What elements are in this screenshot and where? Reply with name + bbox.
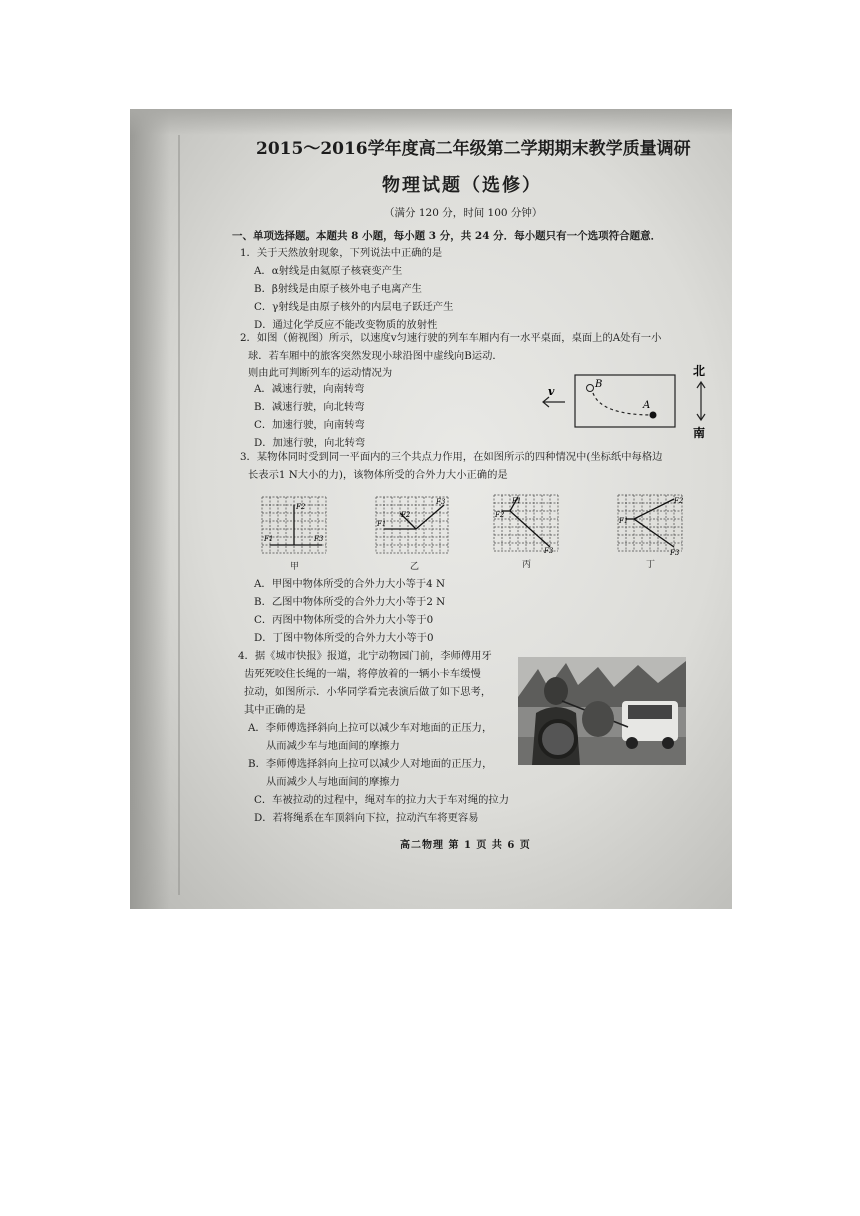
q4-stem-line4: 其中正确的是 [244, 704, 306, 716]
q3-stem-line2: 长表示1 N大小的力)，该物体所受的合外力大小正确的是 [248, 469, 508, 481]
q4-photo-drawing [518, 657, 686, 765]
q2-option-a: A．减速行驶，向南转弯 [254, 383, 365, 395]
force-label: F2 [674, 497, 684, 505]
q4-photo [518, 657, 686, 765]
paper-fold-edge [178, 135, 180, 895]
q2-label-b: B [595, 379, 603, 390]
photo-truck-window [628, 705, 672, 719]
q4-option-c: C．车被拉动的过程中，绳对车的拉力大于车对绳的拉力 [254, 794, 510, 806]
q3-label-jia: 甲 [290, 562, 300, 572]
section-heading: 一、单项选择题。本题共 8 小题，每小题 3 分，共 24 分．每小题只有一个选项符合题意． [232, 230, 662, 242]
force-label: F1 [512, 497, 522, 505]
page-footer: 高二物理 第 1 页 共 6 页 [400, 840, 531, 851]
q3-figure-bing [492, 493, 564, 557]
q1-option-b: B．β射线是由原子核外电子电离产生 [254, 283, 422, 295]
force-label: F1 [619, 517, 629, 525]
photo-crowd [582, 701, 614, 737]
q2-option-c: C．加速行驶，向南转弯 [254, 419, 365, 431]
force-label: F2 [495, 511, 505, 519]
q3-label-ding: 丁 [646, 560, 656, 570]
force-label: F3 [314, 535, 324, 543]
photo-shadow-top [130, 109, 732, 135]
q3-option-c: C．丙图中物体所受的合外力大小等于0 [254, 614, 434, 626]
force-label: F3 [544, 547, 554, 555]
q4-stem-line3: 拉动，如图所示．小华同学看完表演后做了如下思考， [244, 686, 492, 698]
exam-note: （满分 120 分，时间 100 分钟） [384, 207, 543, 219]
q4-option-d: D．若将绳系在车顶斜向下拉，拉动汽车将更容易 [254, 812, 479, 824]
q4-option-a-line2: 从而减少车与地面间的摩擦力 [266, 740, 400, 752]
q4-option-b-line1: B．李师傅选择斜向上拉可以减少人对地面的正压力， [248, 758, 493, 770]
q1-option-d: D．通过化学反应不能改变物质的放射性 [254, 319, 438, 331]
q2-label-south: 南 [693, 426, 706, 440]
q2-figure [535, 357, 720, 447]
grid [494, 495, 558, 551]
q3-option-d: D．丁图中物体所受的合外力大小等于0 [254, 632, 434, 644]
force-label: F3 [436, 498, 446, 506]
exam-title: 2015～2016学年度高二年级第二学期期末教学质量调研 [256, 139, 691, 159]
q3-figure-yi [374, 495, 454, 559]
q2-option-b: B．减速行驶，向北转弯 [254, 401, 365, 413]
q2-point-b [587, 385, 594, 392]
q4-option-b-line2: 从而减少人与地面间的摩擦力 [266, 776, 400, 788]
exam-paper-photo [130, 109, 732, 909]
q4-stem-line2: 齿死死咬住长绳的一端，将停放着的一辆小卡车缓慢 [244, 668, 481, 680]
q2-stem-line1: 2．如图（俯视图）所示，以速度v匀速行驶的列车车厢内有一水平桌面，桌面上的A处有一小 [240, 332, 662, 344]
q3-figure-jia [260, 495, 332, 559]
q2-option-d: D．加速行驶，向北转弯 [254, 437, 366, 449]
q2-label-v: v [548, 385, 555, 398]
q3-stem-line1: 3．某物体同时受到同一平面内的三个共点力作用，在如图所示的四种情况中(坐标纸中每格边 [240, 451, 663, 463]
q4-stem-line1: 4．据《城市快报》报道，北宁动物园门前，李师傅用牙 [238, 650, 492, 662]
photo-tire [540, 721, 576, 757]
q2-label-north: 北 [693, 364, 706, 378]
q1-option-a: A．α射线是由氦原子核衰变产生 [254, 265, 403, 277]
q2-stem-line2: 球．若车厢中的旅客突然发现小球沿图中虚线向B运动． [248, 350, 503, 362]
force-label: F1 [264, 535, 274, 543]
exam-subtitle: 物理试题（选修） [382, 175, 542, 196]
q2-stem-line3: 则由此可判断列车的运动情况为 [248, 367, 393, 379]
force-label: F2 [401, 511, 411, 519]
q1-option-c: C．γ射线是由原子核外的内层电子跃迁产生 [254, 301, 454, 313]
photo-shadow-left [130, 109, 170, 909]
q4-option-a-line1: A．李师傅选择斜向上拉可以减少车对地面的正压力， [248, 722, 493, 734]
q1-stem: 1．关于天然放射现象，下列说法中正确的是 [240, 247, 443, 259]
q2-ball-a [650, 412, 657, 419]
q3-label-yi: 乙 [410, 562, 420, 572]
q3-label-bing: 丙 [522, 560, 532, 570]
force-label: F2 [296, 503, 306, 511]
photo-truck-wheel [662, 737, 674, 749]
photo-person-head [544, 677, 568, 705]
q2-table-rect [575, 375, 675, 427]
q3-figure-ding [616, 493, 688, 557]
q3-option-b: B．乙图中物体所受的合外力大小等于2 N [254, 596, 446, 608]
force-arrow [634, 499, 674, 519]
force-arrow [510, 511, 550, 547]
q3-option-a: A．甲图中物体所受的合外力大小等于4 N [254, 578, 446, 590]
force-label: F1 [377, 520, 387, 528]
q2-label-a: A [643, 400, 651, 411]
force-label: F3 [670, 549, 680, 557]
photo-truck-wheel [626, 737, 638, 749]
